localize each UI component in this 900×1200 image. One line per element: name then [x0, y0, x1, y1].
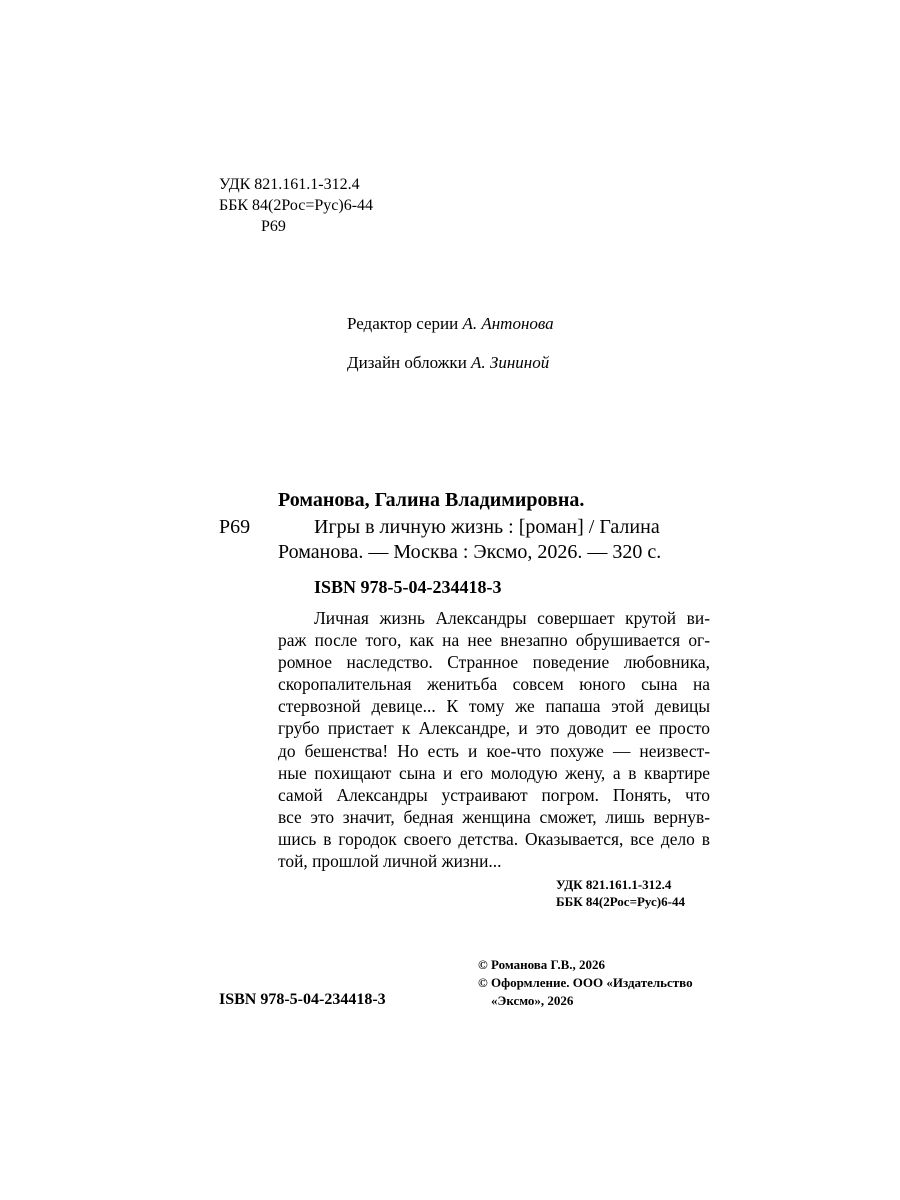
annotation-line: скоропалительная женитьба совсем юного сына на — [278, 674, 710, 695]
udk-code-top: УДК 821.161.1-312.4 — [219, 176, 360, 193]
copyright-author: © Романова Г.В., 2026 — [478, 957, 606, 972]
designer-label: Дизайн обложки — [347, 353, 467, 372]
designer-name: А. Зининой — [471, 353, 550, 372]
annotation-line: ромное наследство. Странное поведение любовника, — [278, 652, 710, 673]
annotation-line: ные похищают сына и его молодую жену, а в квартире — [278, 762, 710, 783]
bibliographic-line-1: Игры в личную жизнь : [роман] / Галина — [314, 516, 660, 538]
copyright-design-cont: «Эксмо», 2026 — [491, 993, 574, 1008]
bbk-code-bottom: ББК 84(2Рос=Рус)6-44 — [556, 894, 685, 909]
annotation-line: шись в городок своего детства. Оказывается, все дело в — [278, 828, 710, 849]
annotation-line: самой Александры устраивают погром. Понять, что — [278, 784, 710, 805]
editor-credit — [347, 313, 554, 335]
designer-credit — [347, 352, 549, 374]
udk-code-bottom: УДК 821.161.1-312.4 — [556, 877, 672, 892]
annotation-line: грубо пристает к Александре, и это доводит ее просто — [278, 718, 710, 739]
annotation-line: раж после того, как на нее внезапно обрушивается ог- — [278, 630, 710, 651]
author-heading: Романова, Галина Владимировна. — [278, 489, 585, 511]
bibliographic-line-2: Романова. — Москва : Эксмо, 2026. — 320 с. — [278, 541, 662, 563]
annotation-line: стервозной девице... К тому же папаша этой девицы — [278, 696, 710, 717]
author-mark: Р69 — [219, 516, 251, 538]
annotation-line: все это значит, бедная женщина сможет, лишь вернув- — [278, 806, 710, 827]
annotation-text — [278, 607, 710, 872]
annotation-line: Личная жизнь Александры совершает крутой ви- — [314, 608, 710, 628]
editor-label: Редактор серии — [347, 314, 459, 333]
annotation-line: той, прошлой личной жизни... — [278, 851, 502, 872]
editor-name: А. Антонова — [462, 314, 554, 333]
copyright-design: © Оформление. ООО «Издательство — [478, 975, 693, 990]
author-mark-top: Р69 — [261, 218, 286, 235]
isbn-entry: ISBN 978-5-04-234418-3 — [314, 577, 502, 597]
annotation-line: до бешенства! Но есть и кое-что похуже — неизвест- — [278, 740, 710, 761]
isbn-footer: ISBN 978-5-04-234418-3 — [219, 991, 386, 1008]
bbk-code-top: ББК 84(2Рос=Рус)6-44 — [219, 197, 374, 214]
